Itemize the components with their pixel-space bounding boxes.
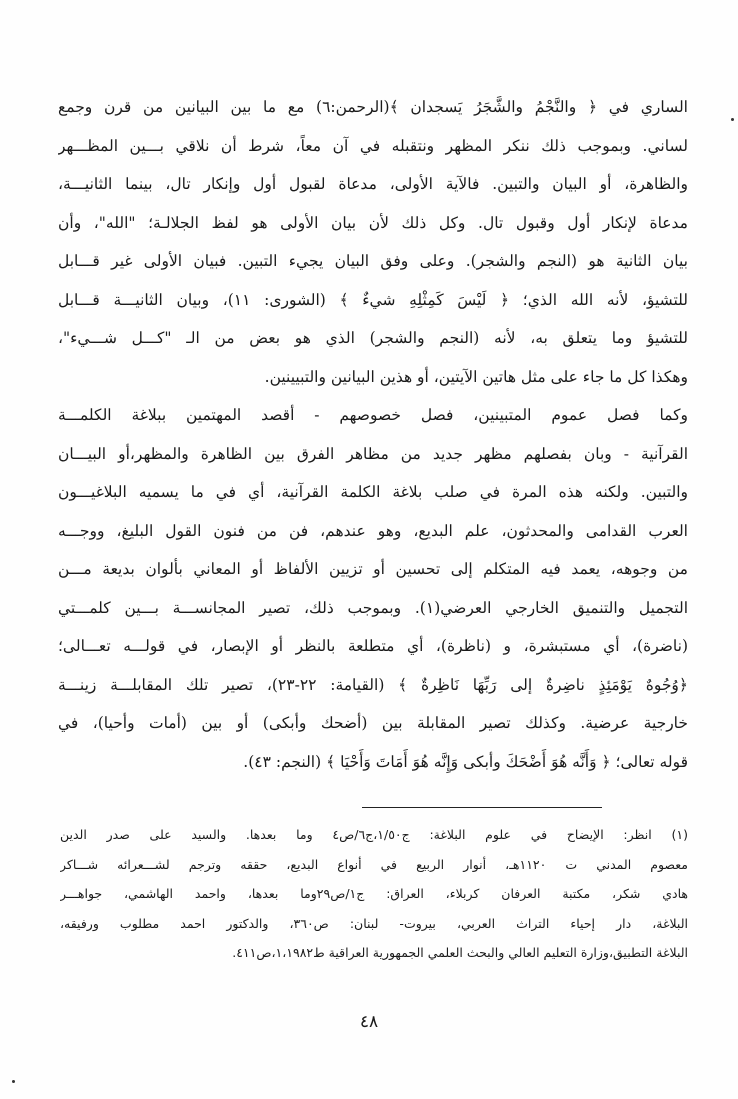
text-line: القرآنية - وبان بفصلهم مظهر جديد من مظاهر الفرق بين الظاهرة والمظهر،أو البيـــان xyxy=(58,444,688,463)
footnotes xyxy=(60,820,688,968)
text-line: وهكذا كل ما جاء على مثل هاتين الآيتين، أو هذين البيانين والتبيينين. xyxy=(264,367,688,386)
page-number: ٤٨ xyxy=(359,1012,379,1032)
text-line: قوله تعالى؛ ﴿ وَأَنَّه هُوَ أَضْحَكَ وأبكى وَإِنَّه هُوَ أَمَاتَ وَأَحْيَا ﴾ (النجم: ٤٣). xyxy=(243,752,688,771)
margin-mark xyxy=(12,1080,15,1083)
text-line: مدعاة لإنكار أول وقبول تال. وكل ذلك لأن بيان الأولى هو لفظ الجلالـة؛ "الله"، وأن xyxy=(58,213,688,232)
text-line: من وجوهه، يعمد فيه المتكلم إلى تحسين أو تزيين الألفاظ أو المعاني بألوان بديعة مـــن xyxy=(58,560,688,578)
text-line: والظاهرة، أو البيان والتبين. فالآية الأولى، مدعاة لقبول أول وإنكار تال، بينما الثانيـــة، xyxy=(58,175,688,193)
footnote-line: هادي شكر، مكتبة العرفان كربلاء، العراق: ج١/ص٢٩وما بعدها، واحمد الهاشمي، جواهـــر xyxy=(60,886,688,901)
text-line: وكما فصل عموم المتبينين، فصل خصوصهم - أقصد المهتمين ببلاغة الكلمـــة xyxy=(58,406,688,424)
text-line: ﴿وُجُوهٌ يَوْمَئِذٍ ناضِرةٌ إلى رَبِّهَا نَاظِرةٌ ﴾ (القيامة: ٢٢-٢٣)، تصير تلك المقابلـــة زينـــة xyxy=(58,675,688,694)
text-line: والتبين. ولكنه هذه المرة في صلب بلاغة الكلمة القرآنية، أي في ما يسميه البلاغيـــون xyxy=(58,483,688,501)
text-line: لساني. وبموجب ذلك ننكر المظهر ونتقبله في آن معاً، شرط أن نلاقي بـــين المظـــهر xyxy=(58,136,688,155)
text-line: للتشيؤ، لأنه الله الذي؛ ﴿ لَيْسَ كَمِثْلِهِ شيءٌ ﴾ (الشورى: ١١)، وبيان الثانيـــة قـــابل xyxy=(58,290,688,309)
main-text xyxy=(58,88,688,781)
margin-mark xyxy=(731,118,734,121)
footnote-divider xyxy=(362,807,602,808)
text-line: للتشيؤ وما يتعلق به، لأنه (النجم والشجر) الذي هو بعض من الـ "كـــل شـــيء"، xyxy=(58,329,688,347)
text-line: العرب القدامى والمحدثون، علم البديع، وهو عندهم، فن من فنون القول البليغ، ووجـــه xyxy=(58,521,688,540)
footnote-line: (١) انظر: الإيضاح في علوم البلاغة: ج١/٥٠،ج٦/ص٤ وما بعدها. والسيد على صدر الدين xyxy=(60,827,688,842)
footnote-line: البلاغة، دار إحياء التراث العربي، بيروت- لبنان: ص٣٦٠، والدكتور احمد مطلوب ورفيقه، xyxy=(60,915,688,931)
text-line: الساري في ﴿ والنَّجْمُ والشَّجَرُ يَسجدان ﴾(الرحمن:٦) مع ما بين البيانين من قرن وجمع xyxy=(58,98,688,116)
text-line: التجميل والتنميق الخارجي العرضي(١). وبموجب ذلك، تصير المجانســـة بـــين كلمـــتي xyxy=(58,598,688,617)
text-line: بيان الثانية هو (النجم والشجر). وعلى وفق البيان يجيء التبين. فبيان الأولى غير قـــابل xyxy=(58,252,688,270)
text-line: خارجية عرضية. وكذلك تصير المقابلة بين (أضحك وأبكى) أو بين (أمات وأحيا)، في xyxy=(58,714,688,732)
footnote-line: معصوم المدني ت ١١٢٠هـ، أنوار الربيع في أنواع البديع، حققه وترجم لشـــعرائه شـــاكر xyxy=(60,856,688,872)
footnote-line: البلاغة التطبيق،وزارة التعليم العالي والبحث العلمي الجمهورية العراقية ط١،١٩٨٢،ص٤١١. xyxy=(232,945,688,960)
text-line: (ناضرة)، أي مستبشرة، و (ناظرة)، أي متطلعة بالنظر أو الإبصار، في قولـــه تعـــالى؛ xyxy=(58,637,688,655)
